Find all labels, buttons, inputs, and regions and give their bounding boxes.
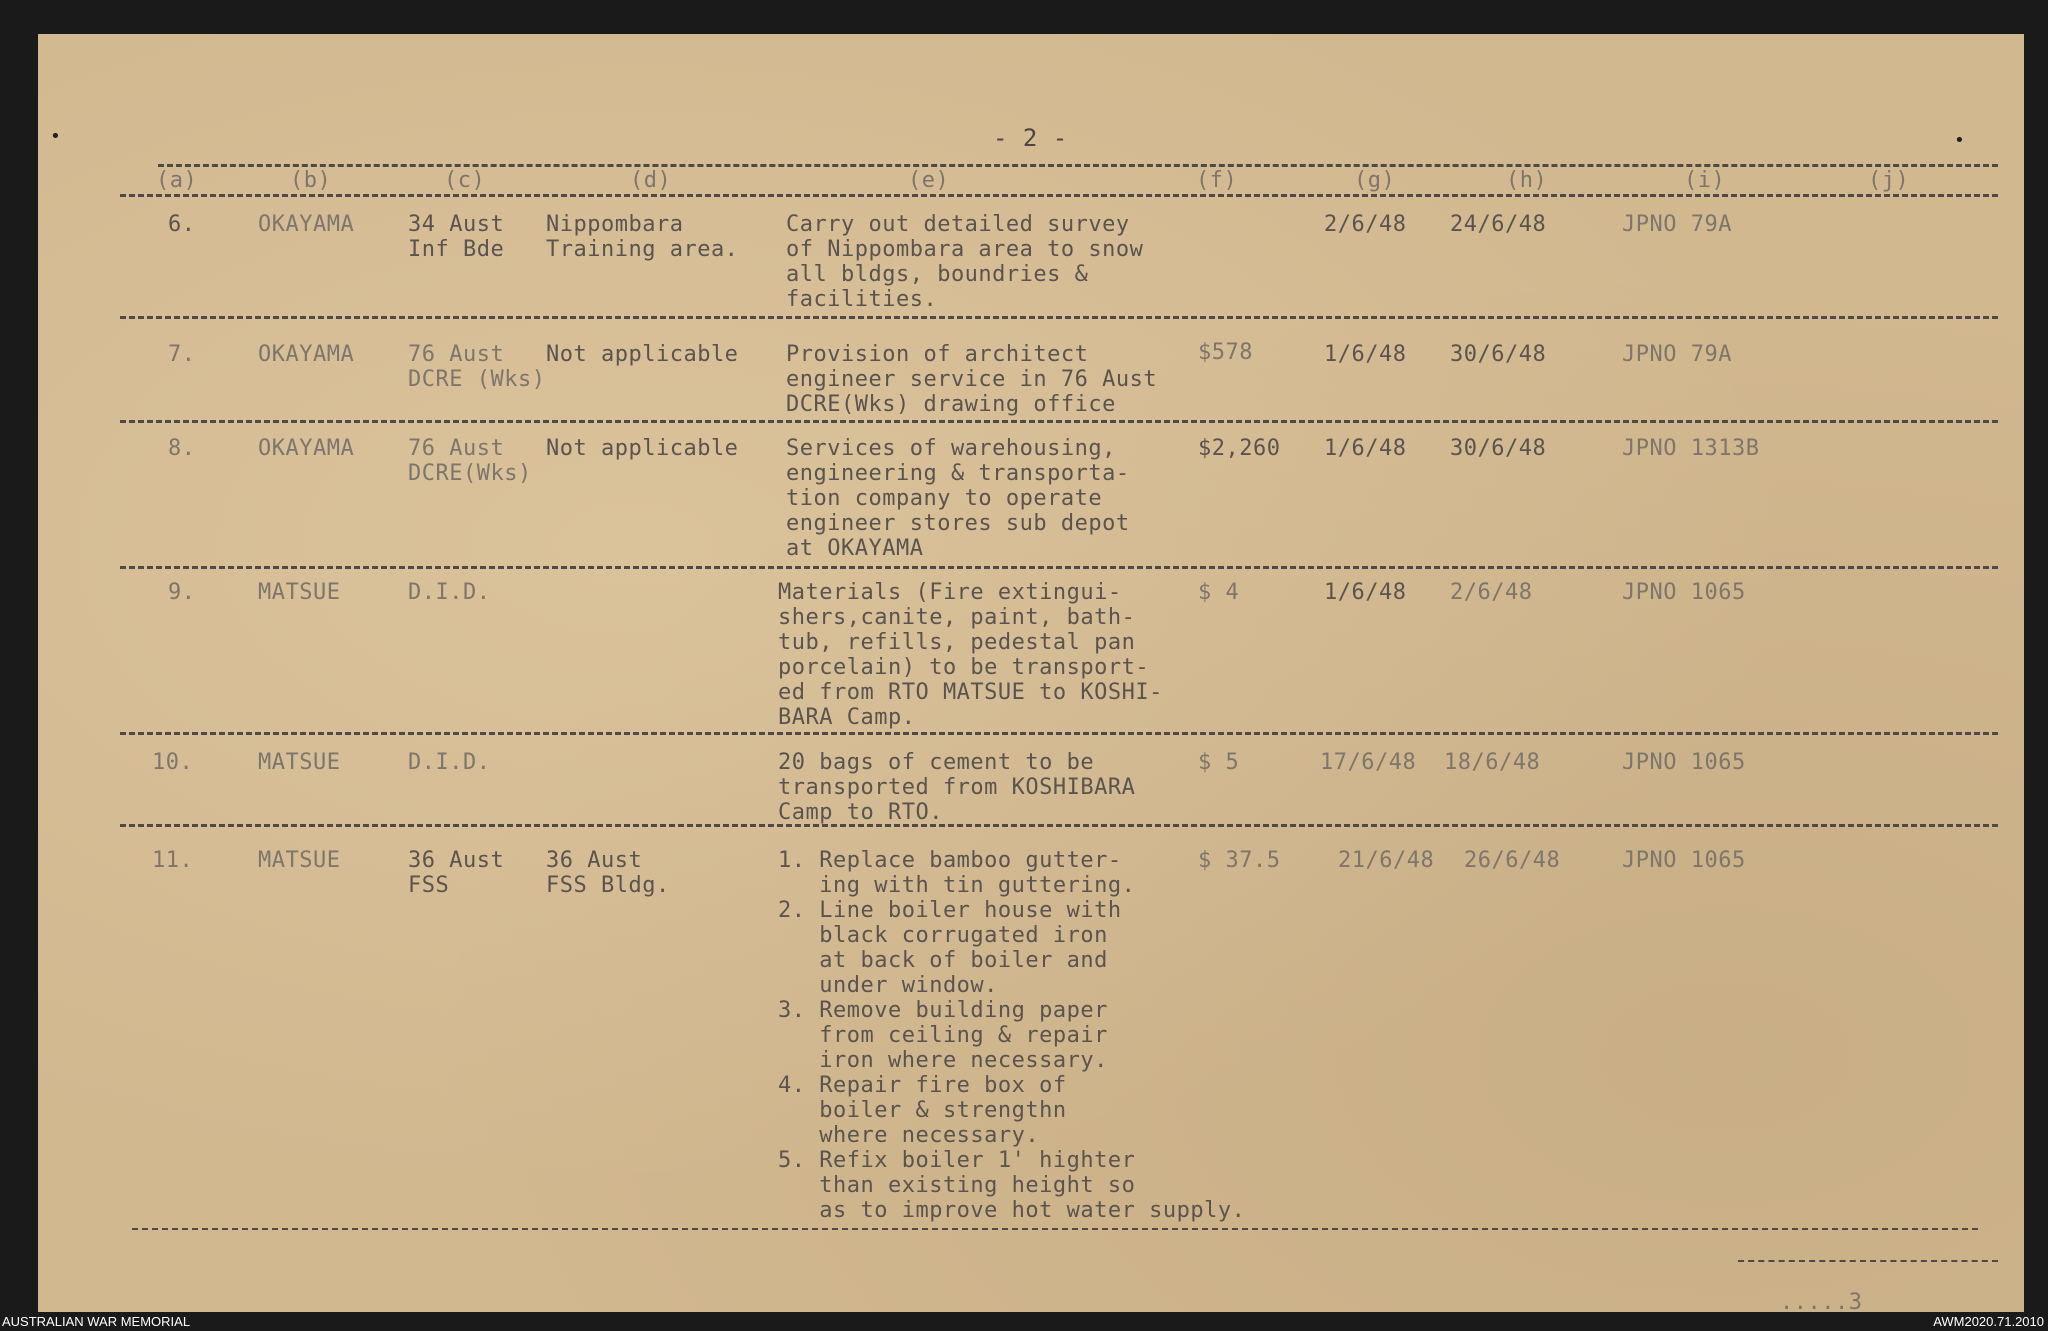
row6-divider [120, 316, 1998, 319]
col-header-g: (g) [1354, 168, 1396, 193]
row8-unit: 76 Aust DCRE(Wks) [408, 436, 532, 486]
continuation-rule [1738, 1260, 1998, 1262]
page-number: - 2 - [993, 124, 1068, 152]
row8-location: OKAYAMA [258, 436, 355, 461]
row10-description: 20 bags of cement to be transported from KOSHIBARA Camp to RTO. [778, 750, 1136, 825]
row6-end-date: 24/6/48 [1450, 212, 1547, 237]
row10-item-no: 10. [152, 750, 194, 775]
col-header-d: (d) [630, 168, 672, 193]
row7-description: Provision of architect engineer service in 76 Aust DCRE(Wks) drawing office [786, 342, 1158, 417]
continuation-mark: .....3 [1780, 1290, 1863, 1315]
col-header-c: (c) [444, 168, 486, 193]
row7-start-date: 1/6/48 [1324, 342, 1407, 367]
row11-unit: 36 Aust FSS [408, 848, 505, 898]
row11-cost: $ 37.5 [1198, 848, 1281, 873]
row6-site: Nippombara Training area. [546, 212, 739, 262]
row10-unit: D.I.D. [408, 750, 491, 775]
row11-location: MATSUE [258, 848, 341, 873]
row6-unit: 34 Aust Inf Bde [408, 212, 505, 262]
row11-end-date: 26/6/48 [1464, 848, 1561, 873]
col-header-b: (b) [290, 168, 332, 193]
row11-description: 1. Replace bamboo gutter- ing with tin guttering. 2. Line boiler house with black corrugated iron at back of boiler and under window. 3. Remove building paper from ceiling & repair iron where necessary. 4. Repair fire box of boiler & strengthn where necessary. 5. Refix boiler 1' highter than existing height so as to improve hot water supply. [778, 848, 1246, 1223]
document-page [38, 34, 2024, 1315]
row11-site: 36 Aust FSS Bldg. [546, 848, 670, 898]
row6-item-no: 6. [168, 212, 196, 237]
row10-location: MATSUE [258, 750, 341, 775]
row8-reference: JPNO 1313B [1622, 436, 1760, 461]
row9-location: MATSUE [258, 580, 341, 605]
row11-item-no: 11. [152, 848, 194, 873]
row10-start-date: 17/6/48 [1320, 750, 1417, 775]
row10-end-date: 18/6/48 [1444, 750, 1541, 775]
row6-start-date: 2/6/48 [1324, 212, 1407, 237]
row9-unit: D.I.D. [408, 580, 491, 605]
row11-reference: JPNO 1065 [1622, 848, 1746, 873]
row8-item-no: 8. [168, 436, 196, 461]
col-header-e: (e) [908, 168, 950, 193]
row9-divider [120, 732, 1998, 735]
row11-start-date: 21/6/48 [1338, 848, 1435, 873]
row8-cost: $2,260 [1198, 436, 1281, 461]
row8-description: Services of warehousing, engineering & transporta- tion company to operate engineer stores sub depot at OKAYAMA [786, 436, 1130, 561]
header-top-rule [158, 164, 1998, 167]
col-header-f: (f) [1196, 168, 1238, 193]
col-header-a: (a) [156, 168, 198, 193]
row9-start-date: 1/6/48 [1324, 580, 1407, 605]
table-bottom-rule [132, 1228, 1978, 1230]
row7-location: OKAYAMA [258, 342, 355, 367]
row9-cost: $ 4 [1198, 580, 1240, 605]
row9-reference: JPNO 1065 [1622, 580, 1746, 605]
row7-reference: JPNO 79A [1622, 342, 1732, 367]
punch-mark-right: • [1954, 130, 1965, 151]
row7-unit: 76 Aust DCRE (Wks) [408, 342, 546, 392]
row6-description: Carry out detailed survey of Nippombara area to snow all bldgs, boundries & facilities. [786, 212, 1144, 312]
col-header-j: (j) [1868, 168, 1910, 193]
row10-divider [120, 824, 1998, 827]
row10-reference: JPNO 1065 [1622, 750, 1746, 775]
row7-end-date: 30/6/48 [1450, 342, 1547, 367]
row6-location: OKAYAMA [258, 212, 355, 237]
punch-mark-left: • [50, 126, 61, 147]
row9-end-date: 2/6/48 [1450, 580, 1533, 605]
row7-site: Not applicable [546, 342, 739, 367]
row8-site: Not applicable [546, 436, 739, 461]
row6-reference: JPNO 79A [1622, 212, 1732, 237]
row8-start-date: 1/6/48 [1324, 436, 1407, 461]
footer-archive-name: AUSTRALIAN WAR MEMORIAL [2, 1314, 191, 1329]
row7-cost: $578 [1198, 340, 1253, 365]
row9-description: Materials (Fire extingui- shers,canite, paint, bath- tub, refills, pedestal pan porcelain) to be transport- ed from RTO MATSUE to KOSHI- BARA Camp. [778, 580, 1163, 730]
row7-divider [120, 420, 1998, 423]
row7-item-no: 7. [168, 342, 196, 367]
row10-cost: $ 5 [1198, 750, 1240, 775]
row8-end-date: 30/6/48 [1450, 436, 1547, 461]
row8-divider [120, 566, 1998, 569]
header-bottom-rule [120, 194, 1998, 197]
col-header-h: (h) [1506, 168, 1548, 193]
footer-archive-id: AWM2020.71.2010 [1933, 1314, 2044, 1329]
col-header-i: (i) [1684, 168, 1726, 193]
row9-item-no: 9. [168, 580, 196, 605]
